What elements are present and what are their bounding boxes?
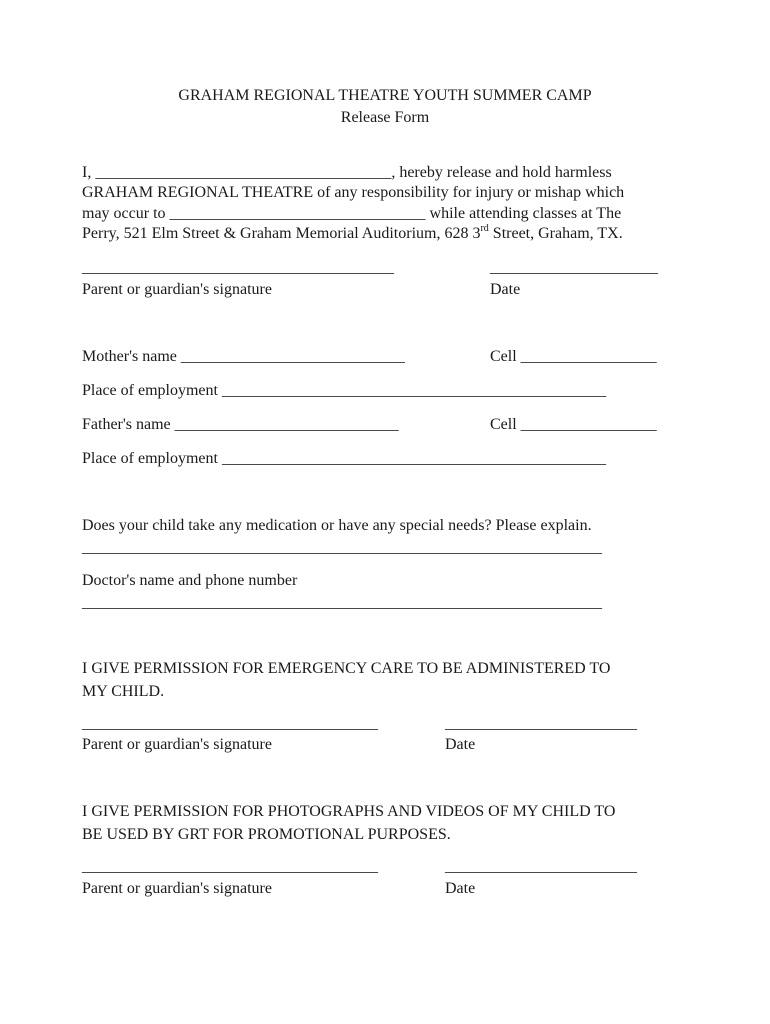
release-line-3: may occur to ________________________________ while attending classes at The — [82, 205, 622, 222]
emergency-date-line[interactable]: ________________________ — [445, 715, 637, 732]
medication-answer-line[interactable]: _________________________________________________________________ — [82, 539, 602, 556]
signature-label: Parent or guardian's signature — [82, 281, 272, 298]
media-date-label: Date — [445, 880, 476, 897]
release-line-4 — [82, 223, 692, 244]
father-name-field[interactable]: Father's name ____________________________ — [82, 416, 399, 433]
emergency-signature-label: Parent or guardian's signature — [82, 736, 272, 753]
address-text: Perry, 521 Elm Street & Graham Memorial Auditorium, 628 3 — [82, 225, 481, 242]
media-permission-line-2: BE USED BY GRT FOR PROMOTIONAL PURPOSES. — [82, 826, 451, 843]
doctor-answer-line[interactable]: _________________________________________________________________ — [82, 594, 602, 611]
mother-employment-field[interactable]: Place of employment ________________________________________________ — [82, 382, 606, 399]
father-employment-field[interactable]: Place of employment ________________________________________________ — [82, 450, 606, 467]
emergency-signature-line[interactable]: _____________________________________ — [82, 715, 378, 732]
form-title: GRAHAM REGIONAL THEATRE YOUTH SUMMER CAMP — [178, 87, 592, 104]
mother-name-field[interactable]: Mother's name ____________________________ — [82, 348, 405, 365]
release-line-1: I, _____________________________________, hereby release and hold harmless — [82, 164, 612, 181]
release-line-2: GRAHAM REGIONAL THEATRE of any responsibility for injury or mishap which — [82, 184, 625, 201]
signature-line[interactable]: _______________________________________ — [82, 259, 394, 276]
address-city: Street, Graham, TX. — [488, 225, 623, 242]
emergency-date-label: Date — [445, 736, 476, 753]
emergency-permission-line-2: MY CHILD. — [82, 683, 165, 700]
media-date-line[interactable]: ________________________ — [445, 858, 637, 875]
emergency-permission-line-1: I GIVE PERMISSION FOR EMERGENCY CARE TO BE ADMINISTERED TO — [82, 660, 611, 677]
doctor-label: Doctor's name and phone number — [82, 572, 298, 589]
mother-cell-field[interactable]: Cell _________________ — [490, 348, 657, 365]
media-signature-label: Parent or guardian's signature — [82, 880, 272, 897]
ordinal-suffix: rd — [480, 223, 489, 234]
medication-question: Does your child take any medication or have any special needs? Please explain. — [82, 517, 592, 534]
media-signature-line[interactable]: _____________________________________ — [82, 858, 378, 875]
media-permission-line-1: I GIVE PERMISSION FOR PHOTOGRAPHS AND VIDEOS OF MY CHILD TO — [82, 803, 616, 820]
form-subtitle: Release Form — [340, 109, 430, 126]
date-label: Date — [490, 281, 521, 298]
father-cell-field[interactable]: Cell _________________ — [490, 416, 657, 433]
date-line[interactable]: _____________________ — [490, 259, 658, 276]
